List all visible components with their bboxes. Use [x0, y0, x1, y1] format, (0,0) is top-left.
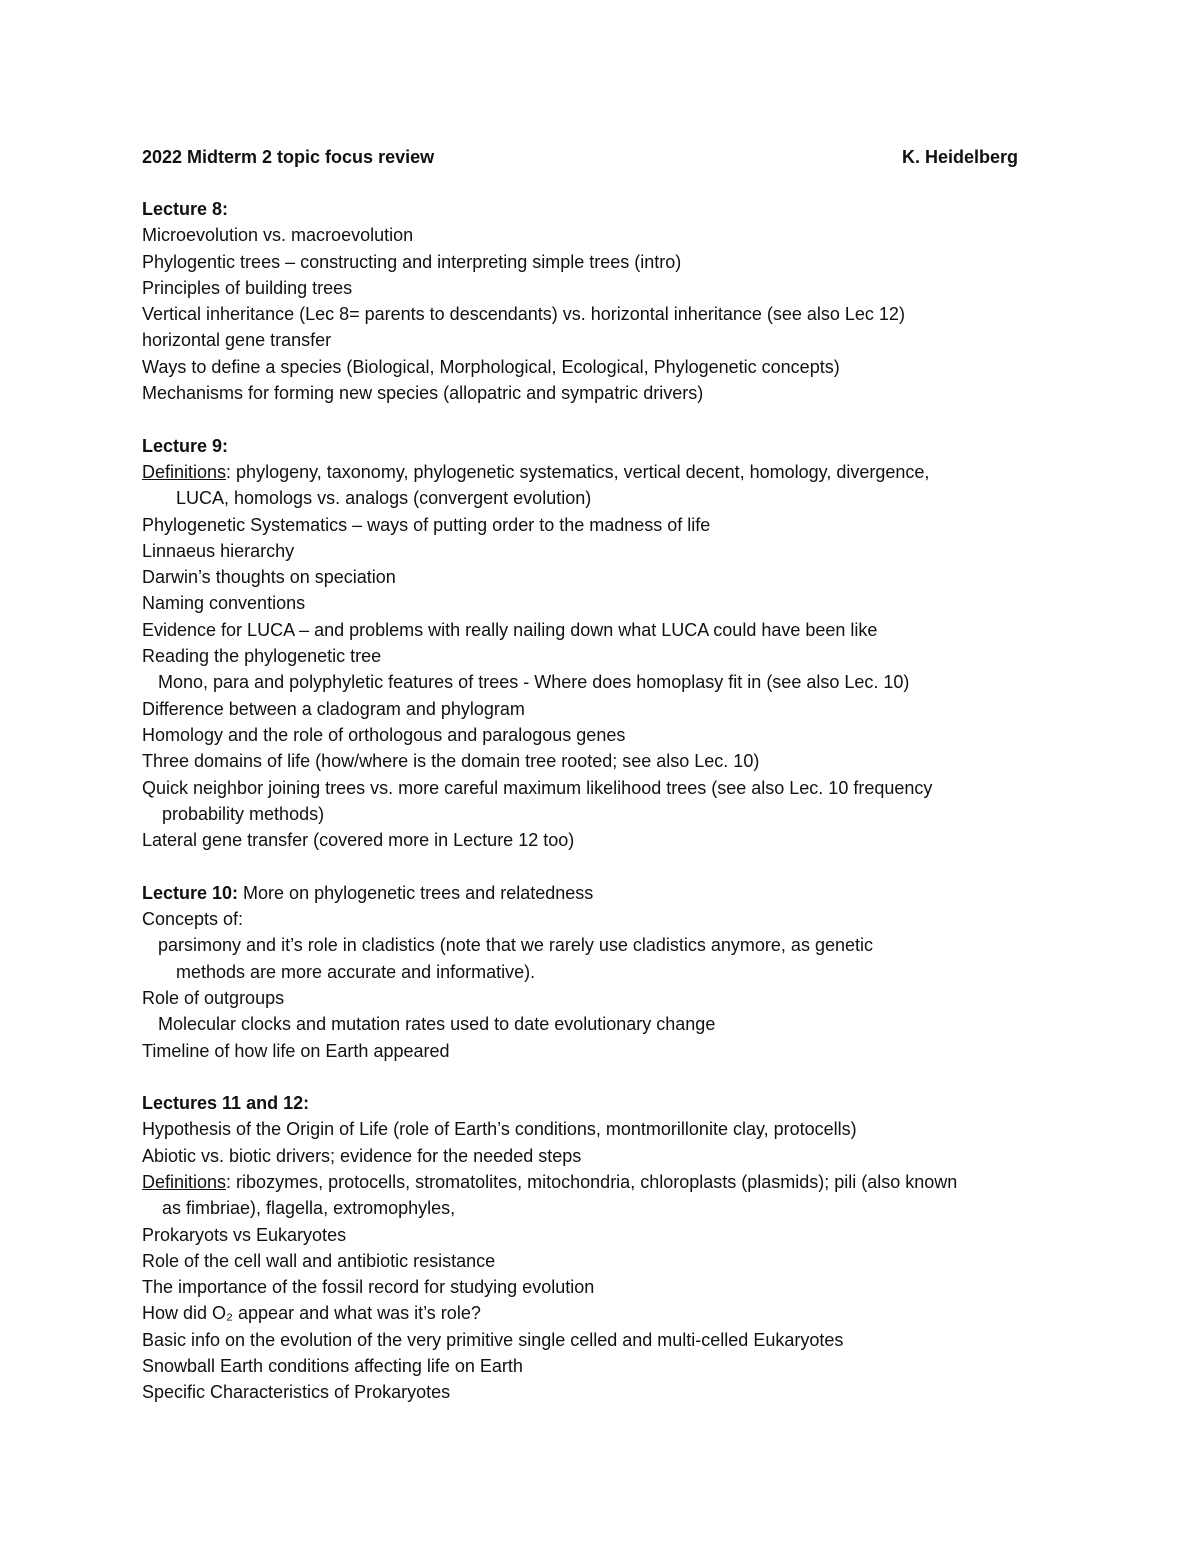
document-title: 2022 Midterm 2 topic focus review: [142, 147, 435, 167]
list-item: Role of outgroups: [142, 987, 285, 1008]
document-header: [142, 144, 1018, 170]
list-item: Snowball Earth conditions affecting life on Earth: [142, 1356, 523, 1377]
lecture-9-heading: Lecture 9:: [142, 435, 229, 456]
list-item: Timeline of how life on Earth appeared: [142, 1040, 450, 1061]
lecture-10-heading-line: [142, 880, 1062, 906]
spacer: [142, 1064, 1062, 1090]
lecture-11-12-heading: Lectures 11 and 12:: [142, 1093, 310, 1114]
definitions-text: : ribozymes, protocells, stromatolites, mitochondria, chloroplasts (plasmids); pili (also known: [226, 1171, 958, 1192]
list-item: Homology and the role of orthologous and paralogous genes: [142, 724, 626, 745]
lecture-10-heading: Lecture 10:: [142, 882, 239, 903]
list-item: Prokaryots vs Eukaryotes: [142, 1224, 347, 1245]
document-body: [142, 196, 1062, 1406]
concepts-label: Concepts of:: [142, 909, 244, 930]
definitions-continuation: as fimbriae), flagella, extromophyles,: [162, 1198, 456, 1219]
list-item: Role of the cell wall and antibiotic resistance: [142, 1250, 496, 1271]
list-item-continuation: probability methods): [162, 803, 325, 824]
list-item: Evidence for LUCA – and problems with really nailing down what LUCA could have been like: [142, 619, 878, 640]
sub-list-item-continuation: methods are more accurate and informative).: [176, 961, 536, 982]
list-item: Difference between a cladogram and phylogram: [142, 698, 525, 719]
list-item: Ways to define a species (Biological, Morphological, Ecological, Phylogenetic concepts): [142, 356, 840, 377]
list-item: Quick neighbor joining trees vs. more careful maximum likelihood trees (see also Lec. 10 frequency: [142, 777, 933, 798]
list-item: Microevolution vs. macroevolution: [142, 225, 414, 246]
list-item: Darwin’s thoughts on speciation: [142, 567, 396, 588]
list-item: Specific Characteristics of Prokaryotes: [142, 1382, 451, 1403]
definitions-line: [142, 459, 1062, 485]
list-item: Phylogentic trees – constructing and interpreting simple trees (intro): [142, 251, 682, 272]
list-item: Phylogenetic Systematics – ways of putting order to the madness of life: [142, 514, 711, 535]
list-item: horizontal gene transfer: [142, 330, 332, 351]
list-item: Mechanisms for forming new species (allopatric and sympatric drivers): [142, 383, 704, 404]
lecture-10-subtitle: More on phylogenetic trees and relatedness: [238, 882, 594, 903]
list-item: Three domains of life (how/where is the domain tree rooted; see also Lec. 10): [142, 751, 760, 772]
definitions-line: [142, 1169, 1062, 1195]
definitions-continuation: LUCA, homologs vs. analogs (convergent evolution): [176, 488, 592, 509]
list-item: Principles of building trees: [142, 277, 353, 298]
list-item: Reading the phylogenetic tree: [142, 646, 382, 667]
definitions-label: Definitions: [142, 461, 227, 482]
list-item: The importance of the fossil record for studying evolution: [142, 1277, 595, 1298]
list-item: Basic info on the evolution of the very primitive single celled and multi-celled Eukaryotes: [142, 1329, 844, 1350]
list-item: Lateral gene transfer (covered more in Lecture 12 too): [142, 830, 575, 851]
list-item: How did O₂ appear and what was it’s role?: [142, 1303, 481, 1324]
spacer: [142, 853, 1062, 879]
list-item: Linnaeus hierarchy: [142, 540, 295, 561]
document-author: K. Heidelberg: [901, 147, 1018, 167]
sub-list-item: parsimony and it’s role in cladistics (note that we rarely use cladistics anymore, as genetic: [158, 935, 873, 956]
list-item: Abiotic vs. biotic drivers; evidence for the needed steps: [142, 1145, 582, 1166]
definitions-text: : phylogeny, taxonomy, phylogenetic systematics, vertical decent, homology, divergence,: [226, 461, 930, 482]
list-item: Naming conventions: [142, 593, 306, 614]
list-item: Hypothesis of the Origin of Life (role of Earth’s conditions, montmorillonite clay, protocells): [142, 1119, 857, 1140]
sub-list-item: Molecular clocks and mutation rates used to date evolutionary change: [158, 1014, 716, 1035]
lecture-8-heading: Lecture 8:: [142, 199, 229, 219]
list-item: Vertical inheritance (Lec 8= parents to descendants) vs. horizontal inheritance (see also Lec 12): [142, 304, 905, 325]
sub-list-item: Mono, para and polyphyletic features of trees - Where does homoplasy fit in (see also Lec. 10): [158, 672, 910, 693]
definitions-label: Definitions: [142, 1171, 227, 1192]
spacer: [142, 406, 1062, 432]
